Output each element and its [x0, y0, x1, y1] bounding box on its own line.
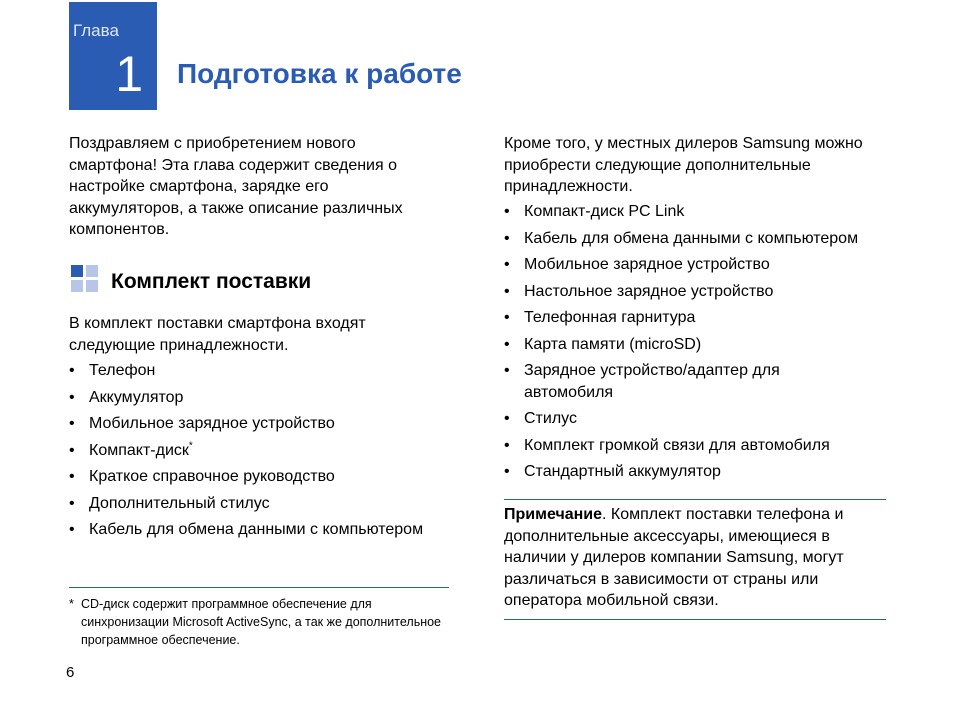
note-text: . Комплект поставки телефона и дополнительные аксессуары, имеющиеся в наличии у дилеров компании Samsung, могут различаться в зависимости от страны или оператора мобильной связи. — [504, 506, 844, 609]
list-item: • Компакт-диск* — [69, 440, 459, 462]
chapter-number: 1 — [115, 46, 143, 102]
list-item: • Аккумулятор — [69, 387, 459, 409]
footnote-text: CD-диск содержит программное обеспечение для синхронизации Microsoft ActiveSync, а так же дополнительное программное обеспечение. — [81, 597, 442, 647]
footnote-divider — [69, 587, 449, 588]
chapter-badge — [69, 2, 157, 110]
list-item: • Комплект громкой связи для автомобиля — [504, 435, 894, 457]
list-item: • Мобильное зарядное устройство — [504, 254, 894, 276]
list-item: • Мобильное зарядное устройство — [69, 413, 459, 435]
note-box — [504, 504, 884, 612]
section-squares-icon — [71, 265, 98, 292]
section-heading: Комплект поставки — [111, 270, 312, 293]
list-item: • Стилус — [504, 408, 894, 430]
accessories-list — [504, 201, 894, 488]
footnote-mark: * — [69, 597, 74, 611]
footnote — [69, 595, 444, 649]
list-item: • Настольное зарядное устройство — [504, 281, 894, 303]
package-list — [69, 360, 459, 546]
list-item: • Дополнительный стилус — [69, 493, 459, 515]
list-item: • Карта памяти (microSD) — [504, 334, 894, 356]
list-item: • Стандартный аккумулятор — [504, 461, 894, 483]
list-item: • Кабель для обмена данными с компьютером — [69, 519, 459, 541]
intro-paragraph: Поздравляем с приобретением нового смартфона! Эта глава содержит сведения о настройке смартфона, зарядке его аккумуляторов, а также описание различных компонентов. — [69, 135, 403, 238]
list-item: • Зарядное устройство/адаптер для автомобиля — [504, 360, 814, 403]
list-item: • Телефон — [69, 360, 459, 382]
note-top-divider — [504, 499, 886, 500]
note-label: Примечание — [504, 506, 603, 523]
list-item: • Краткое справочное руководство — [69, 466, 459, 488]
accessories-intro: Кроме того, у местных дилеров Samsung можно приобрести следующие дополнительные принадлежности. — [504, 135, 863, 195]
page-title: Подготовка к работе — [177, 58, 462, 89]
list-item: • Компакт-диск PC Link — [504, 201, 894, 223]
list-item: • Телефонная гарнитура — [504, 307, 894, 329]
section-intro: В комплект поставки смартфона входят следующие принадлежности. — [69, 315, 366, 354]
footnote-ref: * — [188, 440, 193, 452]
page-number: 6 — [66, 664, 75, 681]
list-item: • Кабель для обмена данными с компьютером — [504, 228, 894, 250]
note-bottom-divider — [504, 619, 886, 620]
chapter-label: Глава — [73, 21, 119, 40]
